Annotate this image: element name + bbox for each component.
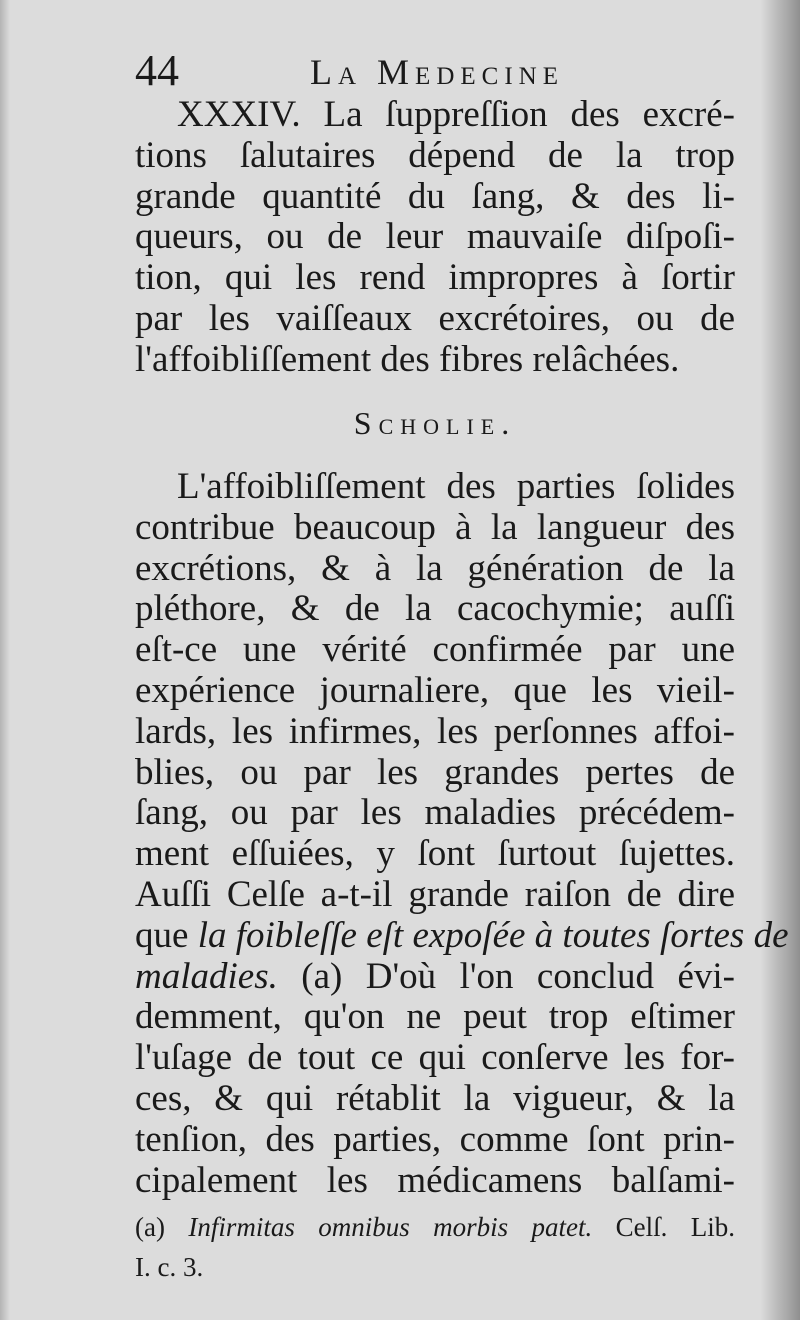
text-line-maladies (135, 957, 735, 998)
text-line: ſang, ou par les maladies précédem- (135, 792, 735, 834)
text-segment: (a) D'où l'on conclud évi- (301, 955, 736, 997)
text-line: Auſſi Celſe a-t-il grande raiſon de dire (135, 873, 735, 915)
text-line: tenſion, des parties, comme ſont prin- (135, 1118, 735, 1160)
text-line: tions ſalutaires dépend de la trop (135, 134, 735, 176)
footnote (135, 1207, 735, 1287)
page-header (135, 45, 735, 95)
running-head: La Medecine (310, 52, 564, 92)
footnote-quote: Infirmitas omnibus morbis patet. (188, 1212, 593, 1242)
text-line: queurs, ou de leur mauvaiſe diſpoſi- (135, 216, 735, 258)
text-line: ment eſſuiées, y ſont ſurtout ſujettes. (135, 833, 735, 875)
footnote-citation: Celſ. Lib. (615, 1212, 735, 1242)
text-line: l'uſage de tout ce qui conſerve les for- (135, 1037, 735, 1079)
text-line: blies, ou par les grandes pertes de (135, 751, 735, 793)
text-line-que (135, 914, 789, 957)
celsus-quote-end: maladies. (135, 955, 278, 997)
page-number: 44 (135, 46, 179, 95)
footnote-marker: (a) (135, 1212, 165, 1242)
text-line: XXXIV. La ſuppreſſion des excré- (177, 94, 735, 135)
text-line: tion, qui les rend impropres à ſortir (135, 257, 735, 299)
text-line: pléthore, & de la cacochymie; auſſi (135, 588, 735, 630)
text-line: ces, & qui rétablit la vigueur, & la (135, 1077, 735, 1119)
text-line: excrétions, & à la génération de la (135, 547, 735, 589)
text-line: grande quantité du ſang, & des li- (135, 175, 735, 217)
paragraph-xxxiv (135, 95, 735, 381)
text-line: cipalement les médicamens balſami- (135, 1159, 735, 1201)
paragraph-scholie (135, 466, 789, 1201)
text-line: par les vaiſſeaux excrétoires, ou de (135, 297, 735, 339)
text-line: contribue beaucoup à la langueur des (135, 506, 735, 548)
footnote-line-2: I. c. 3. (135, 1252, 204, 1282)
section-title-scholie: Scholie. (353, 405, 517, 441)
text-line: L'affoibliſſement des parties ſolides (177, 466, 735, 507)
text-line: demment, qu'on ne peut trop eſtimer (135, 996, 735, 1038)
text-line: eſt-ce une vérité confirmée par une (135, 629, 735, 671)
celsus-quote: la foibleſſe eſt expoſée à toutes ſortes de (197, 914, 789, 956)
text-segment: que (135, 914, 189, 956)
text-line: l'affoibliſſement des fibres relâchées. (135, 338, 680, 380)
text-line: expérience journaliere, que les vieil- (135, 669, 735, 711)
text-line: lards, les infirmes, les perſonnes affoi- (135, 710, 735, 752)
footnote-line (135, 1207, 735, 1247)
